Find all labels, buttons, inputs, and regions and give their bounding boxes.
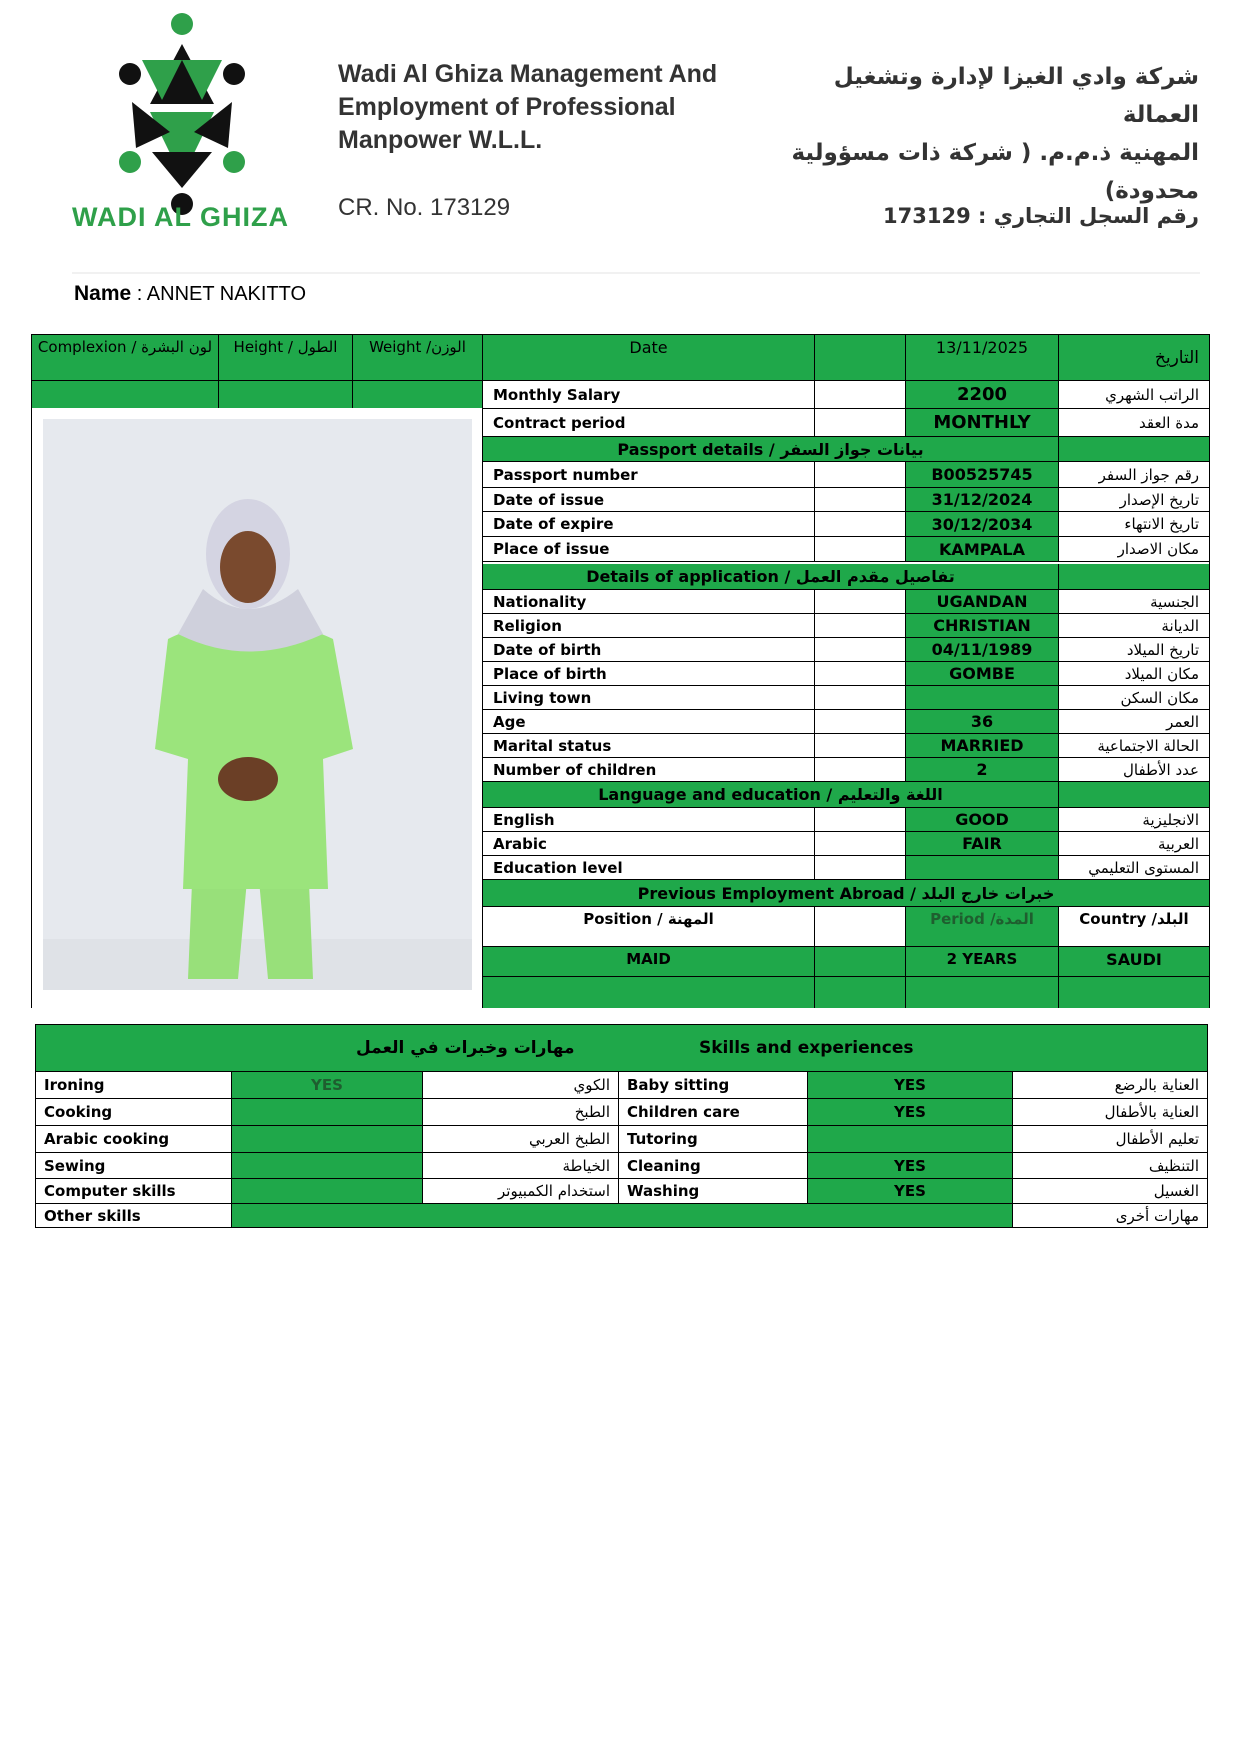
skill-value: YES	[231, 1072, 422, 1099]
field-spacer	[815, 832, 906, 856]
field-spacer	[815, 856, 906, 880]
name-label: Name	[74, 282, 132, 305]
company-name-en-line: Employment of Professional	[338, 93, 676, 121]
skills-title-en: Skills and experiences	[699, 1038, 914, 1058]
position-header: Position / المهنة	[483, 907, 815, 947]
skill-label-ar: الكوي	[422, 1072, 618, 1099]
field-label-ar: تاريخ الانتهاء	[1059, 512, 1210, 537]
field-label-ar: الديانة	[1059, 614, 1210, 638]
employment-section-header: Previous Employment Abroad / خبرات خارج البلد	[483, 880, 1210, 907]
skill-row	[35, 1099, 1208, 1126]
field-value: 36	[906, 710, 1059, 734]
company-name-en-line: Manpower W.L.L.	[338, 126, 543, 154]
field-label: Religion	[483, 614, 815, 638]
field-spacer	[815, 734, 906, 758]
other-skills-label-ar: مهارات أخرى	[1012, 1204, 1208, 1228]
field-label-ar: مكان السكن	[1059, 686, 1210, 710]
date-label-ar: التاريخ	[1059, 335, 1210, 381]
skills-header	[35, 1024, 1208, 1072]
date-spacer	[815, 335, 906, 381]
contract-spacer	[815, 409, 906, 437]
field-label-ar: عدد الأطفال	[1059, 758, 1210, 782]
employment-empty-row	[815, 977, 906, 1008]
field-spacer	[815, 488, 906, 512]
field-value: 2	[906, 758, 1059, 782]
salary-spacer	[815, 381, 906, 409]
name-value: ANNET NAKITTO	[146, 283, 307, 305]
field-label: Date of expire	[483, 512, 815, 537]
employment-empty-row	[483, 977, 815, 1008]
cr-number-ar: رقم السجل التجاري : 173129	[883, 204, 1199, 228]
field-spacer	[815, 686, 906, 710]
field-value: 04/11/1989	[906, 638, 1059, 662]
field-value: FAIR	[906, 832, 1059, 856]
date-label: Date	[483, 335, 815, 381]
skill-label-ar: الطبخ العربي	[422, 1126, 618, 1153]
skill-label: Washing	[618, 1179, 807, 1204]
skill-row	[35, 1072, 1208, 1099]
skill-row	[35, 1153, 1208, 1179]
field-spacer	[815, 512, 906, 537]
field-label-ar: رقم جواز السفر	[1059, 462, 1210, 488]
height-value	[219, 381, 353, 409]
field-spacer	[815, 462, 906, 488]
skill-label: Baby sitting	[618, 1072, 807, 1099]
skill-value: YES	[807, 1153, 1012, 1179]
company-name-ar-line: محدودة)	[1104, 178, 1199, 204]
field-spacer	[815, 662, 906, 686]
employment-empty-row	[906, 977, 1059, 1008]
skill-label: Ironing	[35, 1072, 231, 1099]
company-name-ar	[779, 58, 1199, 210]
field-label-ar: مكان الاصدار	[1059, 537, 1210, 562]
skill-label: Tutoring	[618, 1126, 807, 1153]
skill-label-ar: العناية بالرضع	[1012, 1072, 1208, 1099]
field-spacer	[815, 710, 906, 734]
skill-label-ar: استخدام الكمبيوتر	[422, 1179, 618, 1204]
field-value: GOOD	[906, 808, 1059, 832]
complexion-header: Complexion / لون البشرة	[32, 335, 219, 381]
field-value: UGANDAN	[906, 590, 1059, 614]
skill-label-ar: تعليم الأطفال	[1012, 1126, 1208, 1153]
employment-country: SAUDI	[1059, 947, 1210, 977]
field-label: Number of children	[483, 758, 815, 782]
field-value: 31/12/2024	[906, 488, 1059, 512]
skills-table	[35, 1024, 1208, 1226]
passport-section-header: Passport details / بيانات جواز السفر	[483, 437, 1059, 462]
field-label-ar: مكان الميلاد	[1059, 662, 1210, 686]
header-divider	[72, 272, 1200, 274]
skill-row	[35, 1126, 1208, 1153]
weight-header: Weight /الوزن	[353, 335, 483, 381]
skill-value: YES	[807, 1179, 1012, 1204]
skill-label-ar: العناية بالأطفال	[1012, 1099, 1208, 1126]
field-spacer	[815, 590, 906, 614]
field-value	[906, 856, 1059, 880]
contract-label-ar: مدة العقد	[1059, 409, 1210, 437]
field-label: Nationality	[483, 590, 815, 614]
application-table	[31, 334, 1210, 1008]
height-header: Height / الطول	[219, 335, 353, 381]
company-name-ar-line: شركة وادي الغيزا لإدارة وتشغيل العمالة	[833, 64, 1199, 128]
salary-label: Monthly Salary	[483, 381, 815, 409]
skill-value	[231, 1179, 422, 1204]
skill-value: YES	[807, 1099, 1012, 1126]
field-value: KAMPALA	[906, 537, 1059, 562]
field-label-ar: الحالة الاجتماعية	[1059, 734, 1210, 758]
field-label: English	[483, 808, 815, 832]
employment-position: MAID	[483, 947, 815, 977]
field-label: Place of birth	[483, 662, 815, 686]
field-label: Arabic	[483, 832, 815, 856]
cr-number-en: CR. No. 173129	[338, 194, 511, 221]
skill-label-ar: الغسيل	[1012, 1179, 1208, 1204]
date-value: 13/11/2025	[906, 335, 1059, 381]
applicant-name	[74, 282, 306, 306]
skills-title-ar: مهارات وخبرات في العمل	[356, 1038, 575, 1058]
skill-value	[231, 1126, 422, 1153]
salary-value: 2200	[906, 381, 1059, 409]
skill-label: Children care	[618, 1099, 807, 1126]
photo-cell	[32, 408, 483, 1008]
field-label-ar: المستوى التعليمي	[1059, 856, 1210, 880]
person-photo-icon	[43, 419, 472, 990]
employment-header-spacer	[815, 907, 906, 947]
skill-row	[35, 1179, 1208, 1204]
passport-section-spacer	[1059, 437, 1210, 462]
skill-label: Cleaning	[618, 1153, 807, 1179]
skill-value	[231, 1099, 422, 1126]
field-label: Place of issue	[483, 537, 815, 562]
company-name-en	[338, 58, 717, 157]
employment-spacer	[815, 947, 906, 977]
field-label: Date of birth	[483, 638, 815, 662]
contract-value: MONTHLY	[906, 409, 1059, 437]
language-section-header: Language and education / اللغة والتعليم	[483, 782, 1059, 808]
salary-label-ar: الراتب الشهري	[1059, 381, 1210, 409]
applicant-photo	[43, 419, 472, 990]
employment-period: 2 YEARS	[906, 947, 1059, 977]
skill-label-ar: التنظيف	[1012, 1153, 1208, 1179]
skill-label: Cooking	[35, 1099, 231, 1126]
logo-text: WADI AL GHIZA	[72, 202, 289, 232]
company-logo	[72, 12, 338, 244]
skill-value: YES	[807, 1072, 1012, 1099]
field-spacer	[815, 537, 906, 562]
company-name-en-line: Wadi Al Ghiza Management And	[338, 60, 718, 88]
field-spacer	[815, 758, 906, 782]
weight-value	[353, 381, 483, 409]
field-label-ar: تاريخ الإصدار	[1059, 488, 1210, 512]
field-value	[906, 686, 1059, 710]
field-spacer	[815, 614, 906, 638]
field-label: Date of issue	[483, 488, 815, 512]
skill-label-ar: الطبخ	[422, 1099, 618, 1126]
skill-label-ar: الخياطة	[422, 1153, 618, 1179]
other-skills-label: Other skills	[35, 1204, 231, 1228]
language-section-spacer	[1059, 782, 1210, 808]
field-label-ar: الانجليزية	[1059, 808, 1210, 832]
other-skills-row	[35, 1204, 1208, 1228]
country-header: Country /البلد	[1059, 907, 1210, 947]
skill-label: Sewing	[35, 1153, 231, 1179]
field-value: B00525745	[906, 462, 1059, 488]
field-label: Living town	[483, 686, 815, 710]
field-value: 30/12/2034	[906, 512, 1059, 537]
name-separator: :	[131, 283, 147, 305]
skill-value	[807, 1126, 1012, 1153]
company-name-ar-line: المهنية ذ.م.م. ( شركة ذات مسؤولية	[791, 140, 1199, 166]
field-label: Education level	[483, 856, 815, 880]
field-value: CHRISTIAN	[906, 614, 1059, 638]
field-label-ar: الجنسية	[1059, 590, 1210, 614]
field-label-ar: العمر	[1059, 710, 1210, 734]
field-value: MARRIED	[906, 734, 1059, 758]
skill-label: Arabic cooking	[35, 1126, 231, 1153]
employment-empty-row	[1059, 977, 1210, 1008]
details-section-spacer	[1059, 564, 1210, 590]
other-skills-value	[231, 1204, 1012, 1228]
period-header: Period /المدة	[906, 907, 1059, 947]
details-section-header: Details of application / تفاصيل مقدم العمل	[483, 564, 1059, 590]
field-label: Age	[483, 710, 815, 734]
complexion-value	[32, 381, 219, 409]
field-label: Marital status	[483, 734, 815, 758]
skill-label: Computer skills	[35, 1179, 231, 1204]
skill-value	[231, 1153, 422, 1179]
field-label: Passport number	[483, 462, 815, 488]
field-label-ar: تاريخ الميلاد	[1059, 638, 1210, 662]
field-label-ar: العربية	[1059, 832, 1210, 856]
field-spacer	[815, 638, 906, 662]
contract-label: Contract period	[483, 409, 815, 437]
field-value: GOMBE	[906, 662, 1059, 686]
field-spacer	[815, 808, 906, 832]
